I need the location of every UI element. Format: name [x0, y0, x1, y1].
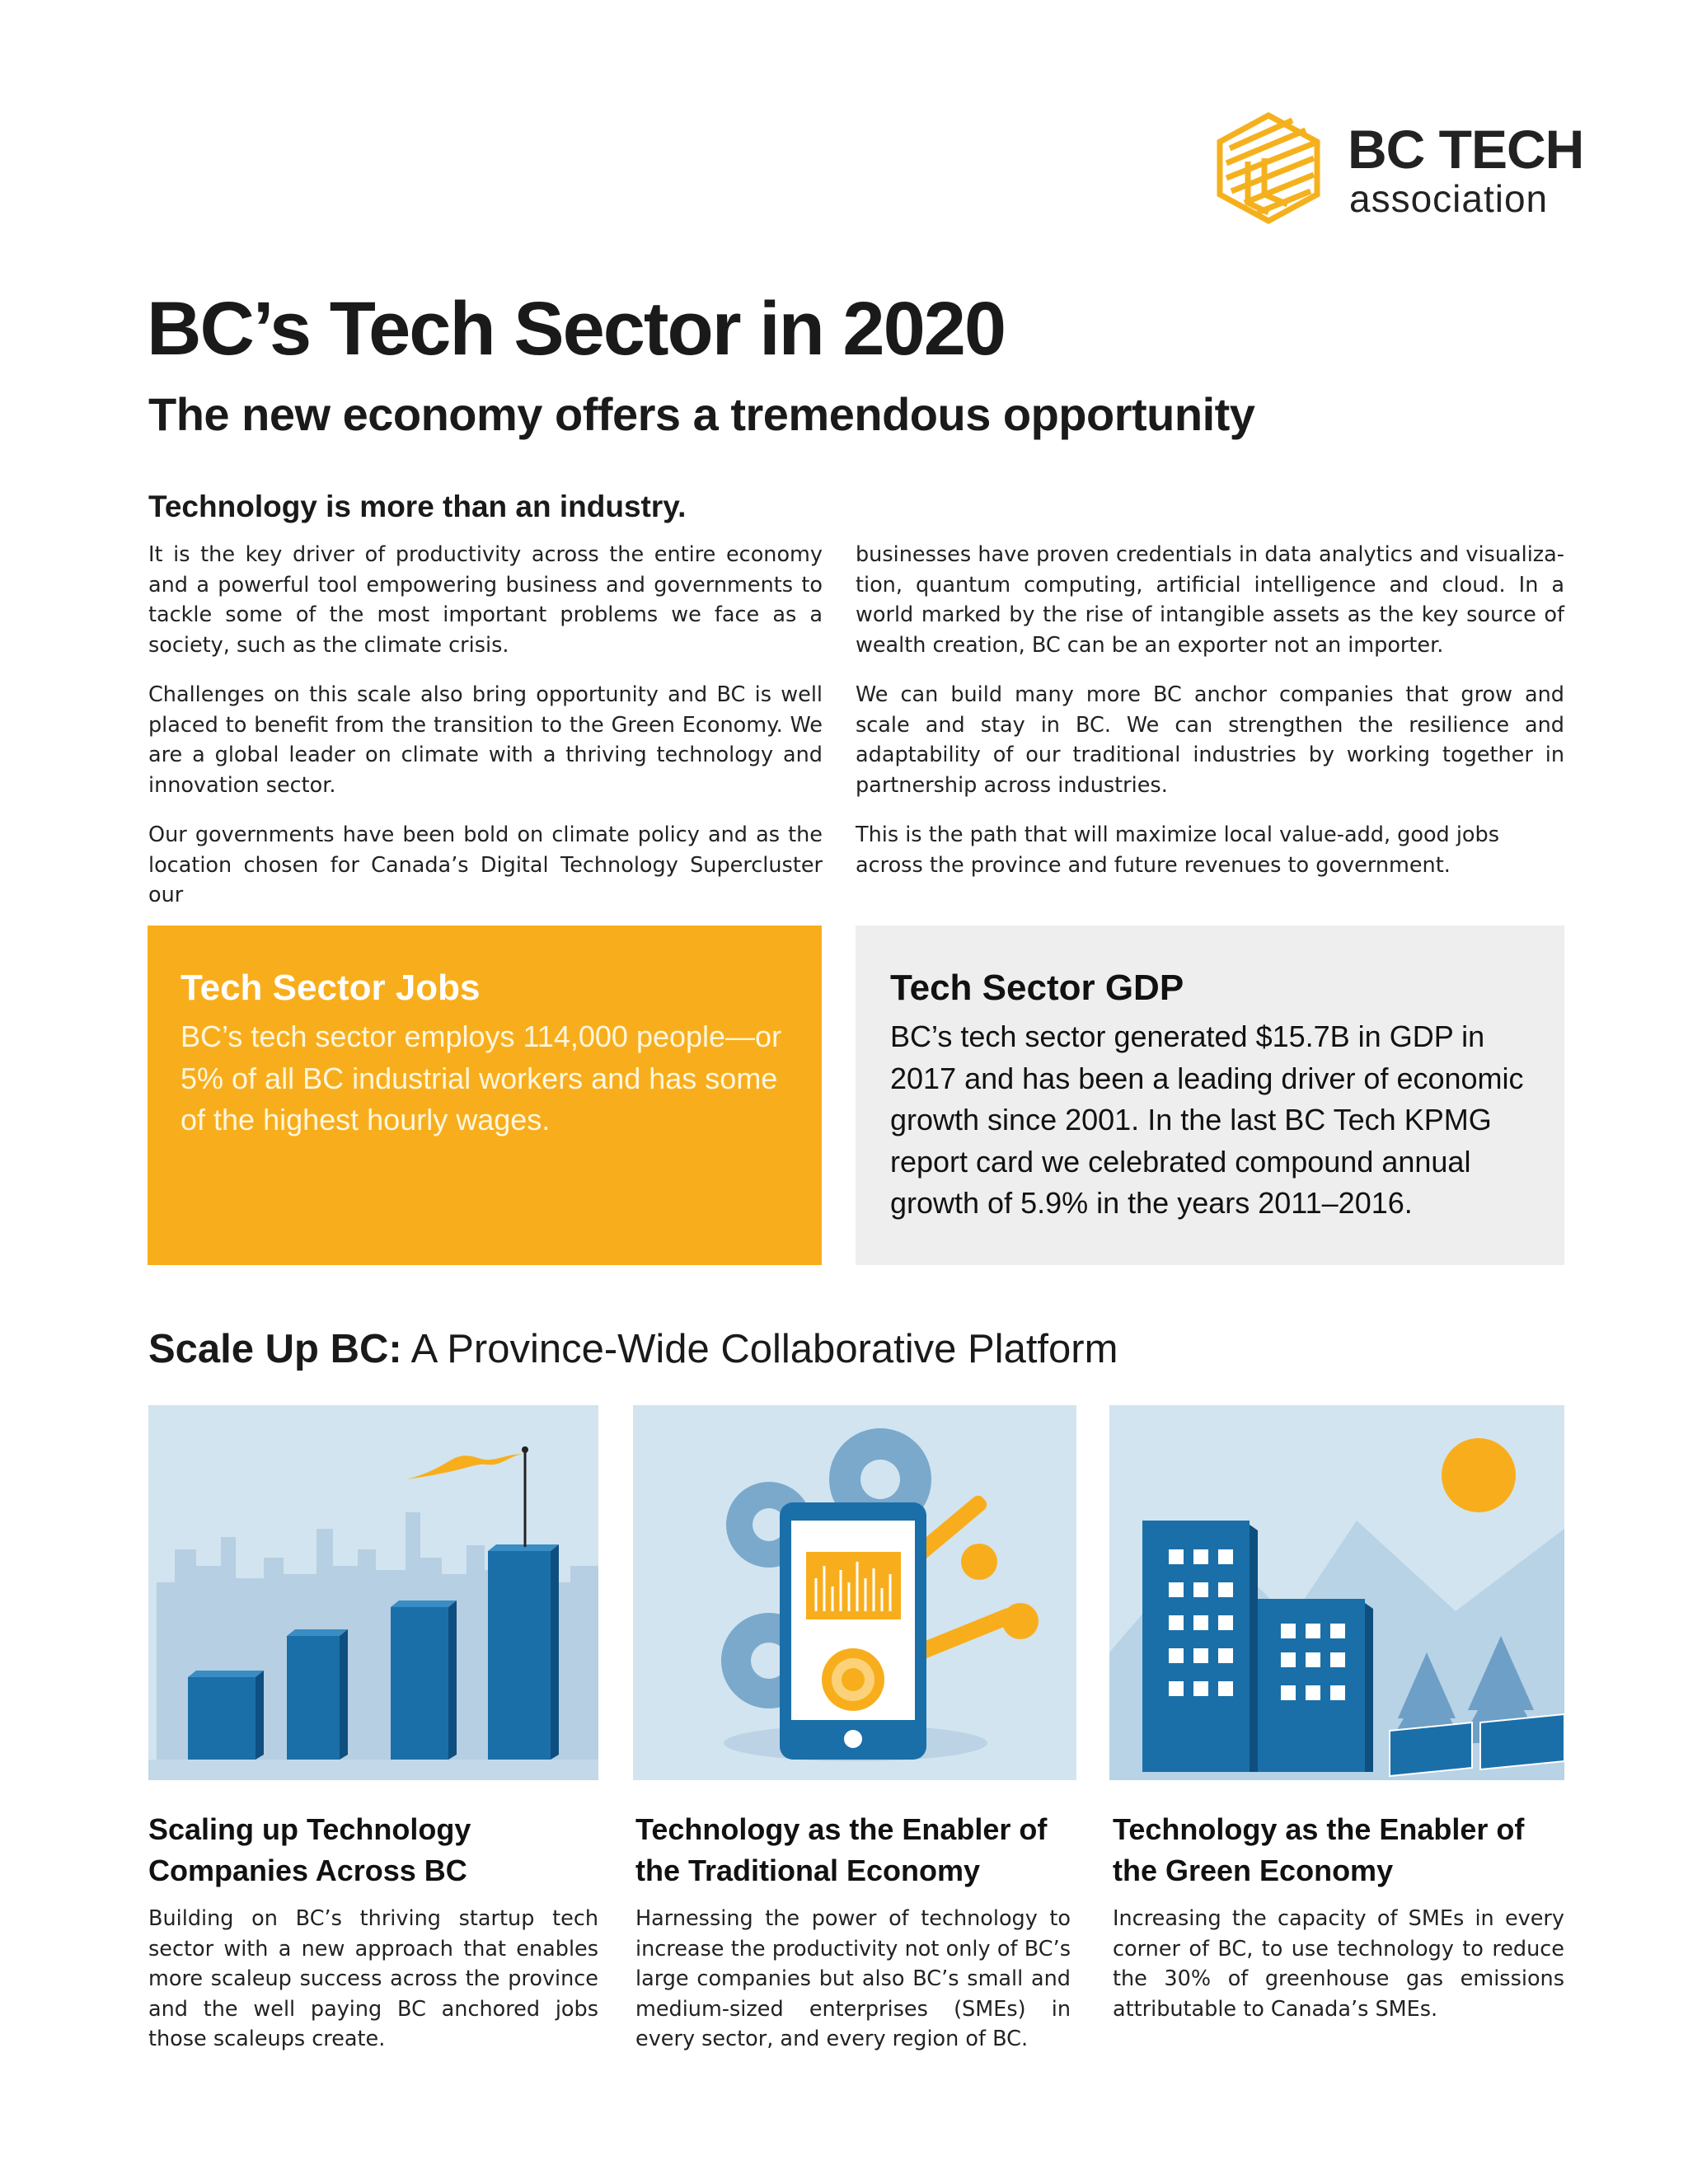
page-title: BC’s Tech Sector in 2020: [147, 287, 1006, 371]
phone-gears-illustration: [633, 1405, 1076, 1780]
intro-left-column: [148, 540, 823, 930]
intro-right-column: [856, 540, 1564, 900]
scale-up-heading: [148, 1322, 1118, 1376]
jobs-box-title: Tech Sector Jobs: [181, 968, 481, 1008]
bc-tech-logo: [1215, 112, 1584, 227]
intro-heading: Technology is more than an industry.: [148, 490, 687, 523]
rising-bars-city-illustration: [148, 1405, 598, 1780]
green-economy-illustration: [1109, 1405, 1564, 1780]
card-text-green: Increasing the capacity of SMEs in every corner of BC, to use technology to reduce the 30% of greenhouse gas emissions attributable to Canada’s SMEs.: [1113, 1906, 1564, 2022]
intro-paragraph: It is the key driver of productivity across the entire economy and a powerful tool empowering business and governments to tackle some of the most important problems we face as a society, such as the climate crisis.: [148, 542, 823, 658]
intro-paragraph: We can build many more BC anchor companies that grow and scale and stay in BC. We can strengthen the resilience and adaptability of our traditional industries by working together in partnership across industries.: [856, 682, 1564, 798]
card-text-scaling: Building on BC’s thriving startup tech sector with a new approach that enables more scaleup success across the province and the well paying BC anchored jobs those scaleups create.: [148, 1906, 598, 2051]
intro-paragraph: Challenges on this scale also bring opportunity and BC is well placed to benefit from the transition to the Green Economy. We are a global leader on climate with a thriving technology and innovation sector.: [148, 682, 823, 798]
intro-paragraph: Our governments have been bold on climate policy and as the location chosen for Canada’s Digital Technology Supercluster our: [148, 823, 823, 907]
logo-hexagon-icon: [1215, 112, 1322, 224]
jobs-box-text: BC’s tech sector employs 114,000 people—or 5% of all BC industrial workers and has some of the highest hourly wages.: [181, 1019, 782, 1137]
tech-sector-gdp-box: [856, 926, 1564, 1265]
gdp-box-text: BC’s tech sector generated $15.7B in GDP in 2017 and has been a leading driver of economic growth since 2001. In the last BC Tech KPMG report card we celebrated compound annual growth of 5.9% in the years 2011–2016.: [890, 1019, 1524, 1220]
logo-text-secondary: association: [1349, 177, 1549, 220]
page-subtitle: The new economy offers a tremendous opportunity: [148, 388, 1255, 440]
card-title-traditional: Technology as the Enabler of the Traditional Economy: [635, 1812, 1048, 1887]
card-text-traditional: Harnessing the power of technology to increase the productivity not only of BC’s large companies but also BC’s small and medium-sized enterprises (SMEs) in every sector, and every region of BC.: [635, 1906, 1071, 2051]
scale-up-heading-rest: A Province-Wide Collaborative Platform: [401, 1327, 1118, 1371]
logo-text-primary: BC TECH: [1348, 119, 1584, 180]
card-title-green: Technology as the Enabler of the Green Economy: [1113, 1812, 1525, 1887]
intro-paragraph: businesses have proven credentials in data analytics and visualiza-tion, quantum computing, artificial intelligence and cloud. In a world marked by the rise of intangible assets as the key source of wealth creation, BC can be an exporter not an importer.: [856, 542, 1564, 658]
scale-up-heading-bold: Scale Up BC:: [148, 1327, 402, 1371]
gdp-box-title: Tech Sector GDP: [890, 968, 1184, 1008]
tech-sector-jobs-box: [148, 926, 822, 1265]
intro-paragraph: This is the path that will maximize local value-add, good jobs across the province and future revenues to government.: [856, 823, 1499, 878]
card-title-scaling: Scaling up Technology Companies Across BC: [148, 1812, 471, 1887]
